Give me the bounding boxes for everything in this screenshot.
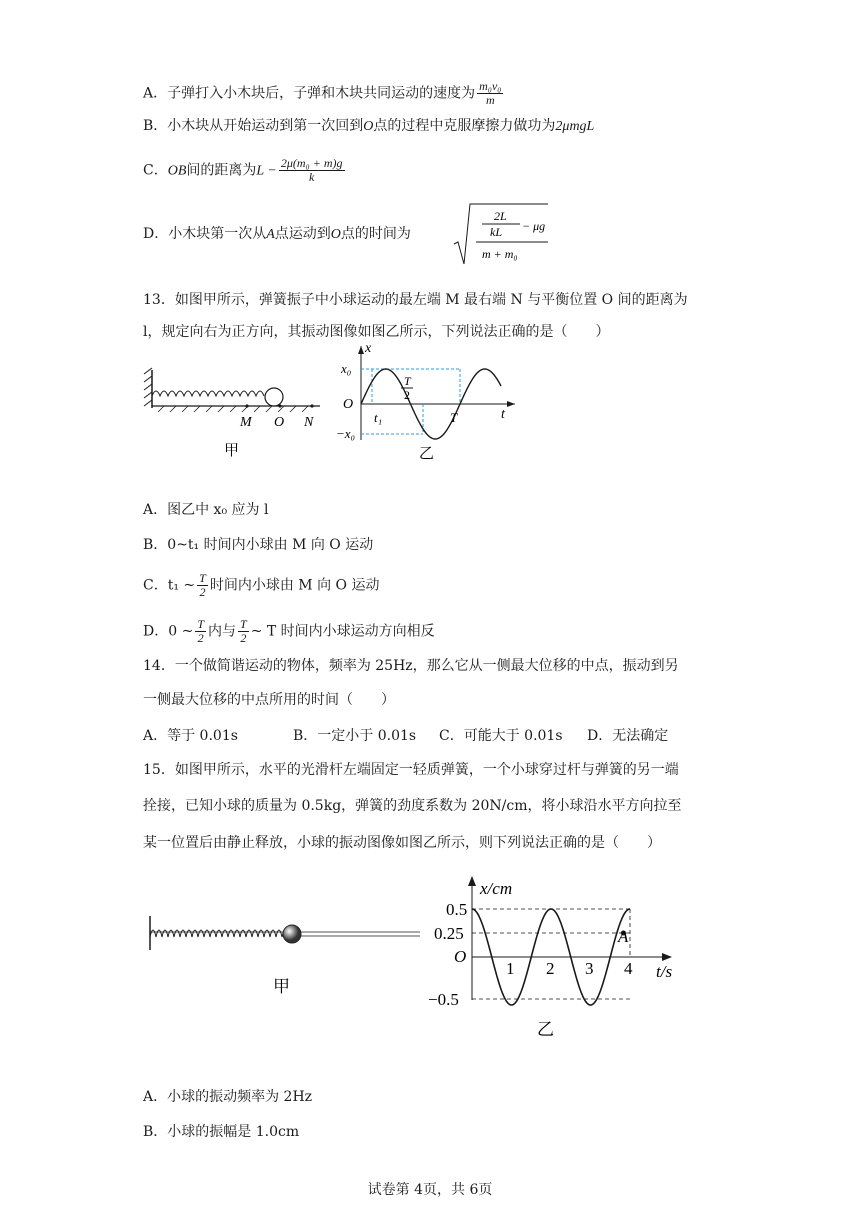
- q14-option-c: C．可能大于 0.01s: [439, 728, 563, 744]
- q14-stem-line1: 14．一个做简谐运动的物体，频率为 25Hz，那么它从一侧最大位移的中点，振动到另: [143, 658, 679, 674]
- tick-half-t-num: T: [404, 374, 411, 388]
- page-footer: 试卷第 4页，共 6页: [367, 1182, 493, 1198]
- x-axis-label: x: [365, 341, 372, 356]
- numerator: T: [240, 617, 247, 631]
- outer-denominator: m + m₀: [482, 247, 518, 261]
- spring: [152, 391, 264, 396]
- denominator: k: [309, 170, 315, 184]
- inner-numerator: 2L: [494, 209, 507, 223]
- expression: 2μmgL: [555, 119, 595, 134]
- q13-figure-yi: [335, 340, 525, 462]
- tick-neg-0-5: −0.5: [428, 990, 459, 1009]
- label-a: A: [618, 927, 629, 946]
- inner-denominator: kL: [490, 225, 502, 239]
- option-text: 点的过程中克服摩擦力做功为: [373, 118, 556, 134]
- q12-option-a: [143, 80, 505, 107]
- tick-3: 3: [585, 959, 594, 978]
- label-m: M: [240, 415, 252, 430]
- option-text: D．小木块第一次从: [143, 226, 267, 242]
- q15-figure-yi: [420, 870, 700, 1040]
- q15-option-b: B．小球的振幅是 1.0cm: [143, 1124, 300, 1140]
- option-text: 时间内小球由 M 向 O 运动: [209, 577, 380, 594]
- var-a: A: [266, 227, 275, 242]
- fraction: [238, 618, 249, 645]
- var-ob: OB: [167, 163, 187, 179]
- tick-1: 1: [506, 959, 515, 978]
- y-axis-label: x/cm: [480, 879, 513, 898]
- numerator: T: [199, 571, 206, 585]
- option-text: ~ T 时间内小球运动方向相反: [250, 623, 435, 640]
- numerator: m₀v₀: [479, 79, 502, 93]
- origin-label: O: [454, 947, 467, 966]
- origin-label: O: [343, 397, 354, 412]
- spring: [150, 930, 288, 937]
- option-text: 点运动到: [274, 226, 331, 242]
- tick-0-5: 0.5: [446, 900, 468, 919]
- ball: [283, 925, 301, 943]
- t-axis-label: t: [501, 407, 505, 422]
- q15-stem-line2: 拴接，已知小球的质量为 0.5kg，弹簧的劲度系数为 20N/cm，将小球沿水平方向拉至: [143, 798, 682, 814]
- q13-option-c: [143, 572, 379, 599]
- q12-option-b: [143, 116, 594, 137]
- mu-g: − μg: [522, 219, 546, 233]
- tick-t: T: [450, 410, 458, 425]
- tick-t1: t₁: [374, 410, 383, 425]
- numerator: 2μ(m₀ + m)g: [280, 156, 343, 170]
- tick-4: 4: [624, 959, 633, 978]
- expression: L −: [256, 163, 277, 179]
- var-o: O: [330, 227, 341, 242]
- q14-option-d: D．无法确定: [587, 728, 669, 744]
- option-text: B．小木块从开始运动到第一次回到: [143, 118, 364, 134]
- q13-option-a: A．图乙中 x₀ 应为 l: [143, 502, 269, 518]
- q12-option-c: [143, 157, 347, 184]
- tick-x0: x₀: [341, 361, 352, 376]
- option-text: A．子弹打入小木块后，子弹和木块共同运动的速度为: [143, 85, 476, 102]
- q14-stem-line2: 一侧最大位移的中点所用的时间（ ）: [143, 692, 395, 708]
- tick-0-25: 0.25: [434, 924, 464, 943]
- caption-jia: 甲: [224, 443, 240, 459]
- tick-2: 2: [546, 959, 555, 978]
- q13-option-d: [143, 618, 435, 645]
- q14-option-b: B．一定小于 0.01s: [293, 728, 417, 744]
- option-text: 点的时间为: [340, 226, 411, 242]
- caption-yi: 乙: [537, 1020, 554, 1039]
- denominator: 2: [199, 585, 206, 599]
- ball: [265, 388, 283, 406]
- q15-stem-line3: 某一位置后由静止释放，小球的振动图像如图乙所示，则下列说法正确的是（ ）: [143, 835, 661, 851]
- q15-stem-line1: 15．如图甲所示，水平的光滑杆左端固定一轻质弹簧，一个小球穿过杆与弹簧的另一端: [143, 762, 679, 778]
- tick-neg-x0: −x₀: [336, 426, 356, 441]
- q12-option-d: [143, 224, 411, 245]
- t-axis-label: t/s: [656, 962, 673, 981]
- q15-figure-jia: [145, 910, 420, 1005]
- denominator: 2: [240, 631, 247, 645]
- caption-yi: 乙: [419, 446, 435, 462]
- option-text: 内与: [208, 623, 236, 640]
- fraction: [279, 157, 345, 184]
- fraction: [197, 572, 208, 599]
- caption-jia: 甲: [273, 977, 290, 996]
- denominator: m: [485, 93, 495, 107]
- label-n: N: [304, 415, 314, 430]
- q13-option-b: B．0~t₁ 时间内小球由 M 向 O 运动: [143, 537, 374, 553]
- option-label: C．: [143, 162, 168, 179]
- option-text: C．t₁ ~: [143, 577, 196, 594]
- q15-option-a: A．小球的振动频率为 2Hz: [143, 1089, 313, 1105]
- q13-figure-jia: [140, 360, 330, 460]
- var-o: O: [363, 119, 374, 134]
- q14-options: [143, 726, 668, 746]
- q13-stem-line1: 13．如图甲所示，弹簧振子中小球运动的最左端 M 最右端 N 与平衡位置 O 间的距离为: [143, 292, 688, 308]
- tick-half-t-den: 2: [404, 388, 410, 402]
- fraction: [477, 80, 503, 107]
- fraction: [195, 618, 206, 645]
- label-o: O: [274, 415, 285, 430]
- denominator: 2: [197, 631, 204, 645]
- option-text: D．0 ~: [143, 623, 194, 640]
- numerator: T: [197, 617, 204, 631]
- q13-stem-line2: l，规定向右为正方向，其振动图像如图乙所示，下列说法正确的是（ ）: [143, 324, 610, 340]
- q14-option-a: A．等于 0.01s: [143, 728, 238, 744]
- sqrt-expression: [452, 200, 552, 268]
- option-text: 间的距离为: [186, 162, 257, 179]
